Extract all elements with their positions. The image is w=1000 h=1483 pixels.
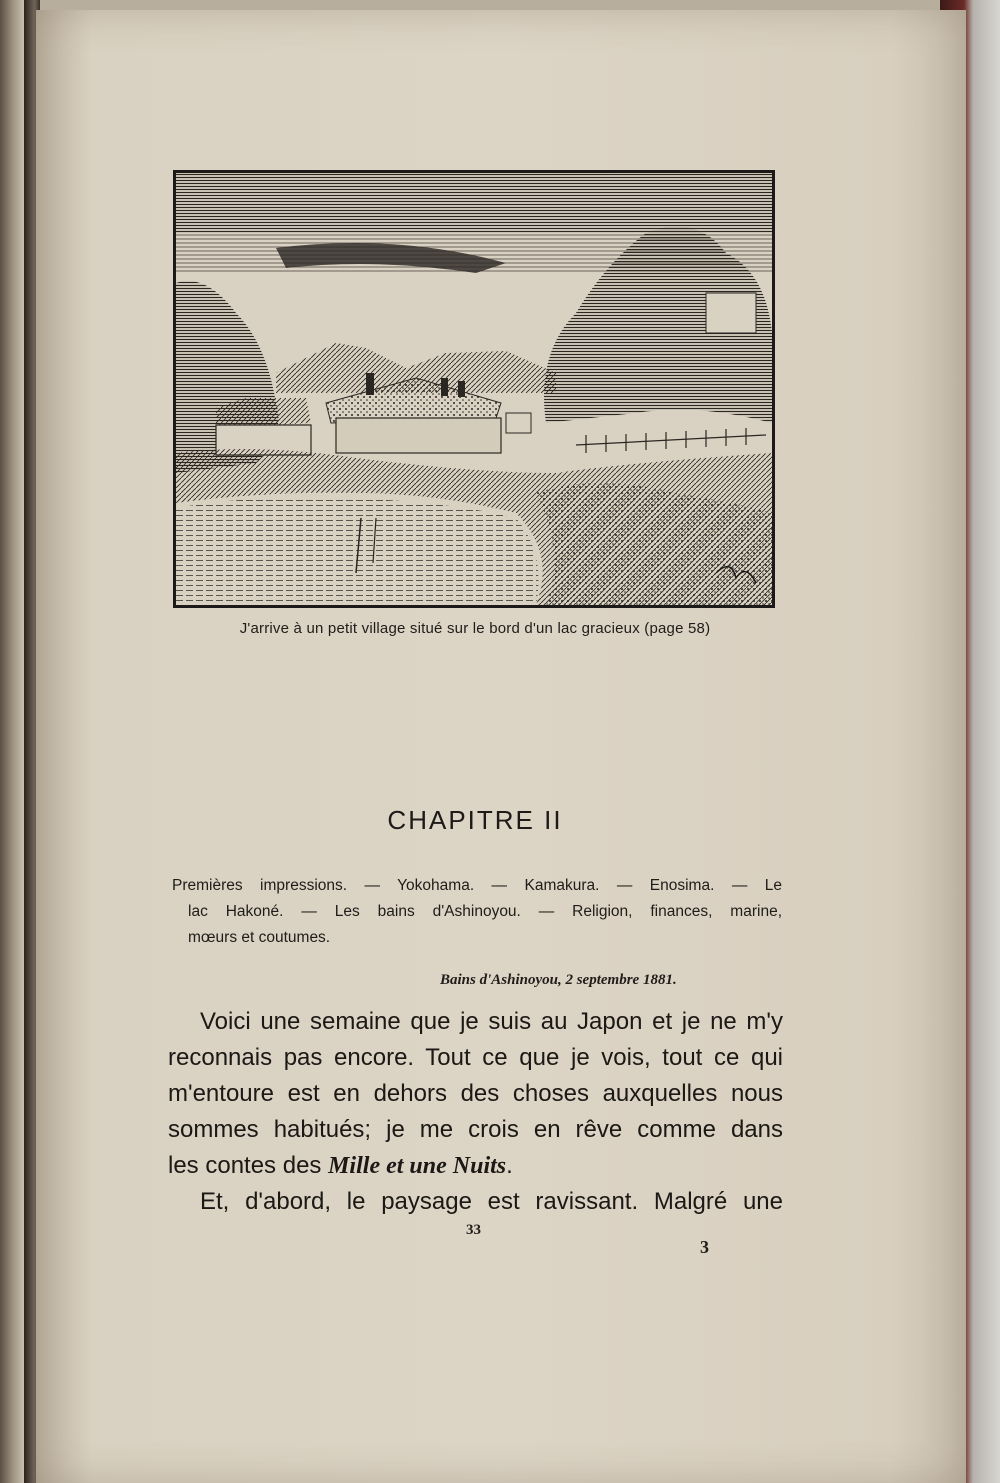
hillside-house [706, 293, 756, 333]
text-line: sommes habitués; je me crois en rêve comme dans [168, 1116, 783, 1143]
text-segment: . [506, 1152, 513, 1179]
text-segment: les contes des [168, 1152, 329, 1179]
summary-line: mœurs et coutumes. [188, 929, 331, 946]
text-line [168, 1148, 783, 1184]
signature-mark: 3 [700, 1237, 709, 1257]
illustration-caption: J'arrive à un petit village situé sur le bord d'un lac gracieux (page 58) [239, 620, 711, 637]
sky-dark-band [176, 173, 772, 233]
summary-line: lac Hakoné. — Les bains d'Ashinoyou. — Religion, finances, marine, [188, 903, 782, 920]
engraving-drawing [176, 173, 772, 605]
lake-water [176, 497, 539, 605]
book-title-italic: Mille et une Nuits [328, 1153, 507, 1179]
body-text [168, 1004, 783, 1220]
dateline: Bains d'Ashinoyou, 2 septembre 1881. [440, 972, 677, 988]
text-line: Et, d'abord, le paysage est ravissant. Malgré une [200, 1188, 783, 1215]
summary-line: Premières impressions. — Yokohama. — Kamakura. — Enosima. — Le [172, 877, 782, 894]
chapter-summary [172, 873, 782, 951]
fence [576, 428, 766, 453]
chapter-heading: CHAPITRE II [387, 805, 563, 835]
text-line: m'entoure est en dehors des choses auxquelles nous [168, 1080, 783, 1107]
text-line: Voici une semaine que je suis au Japon et je ne m'y [200, 1008, 783, 1035]
page-number: 33 [466, 1222, 481, 1238]
text-line: reconnais pas encore. Tout ce que je vois, tout ce qui [168, 1044, 783, 1071]
village-lake-engraving [173, 170, 775, 608]
